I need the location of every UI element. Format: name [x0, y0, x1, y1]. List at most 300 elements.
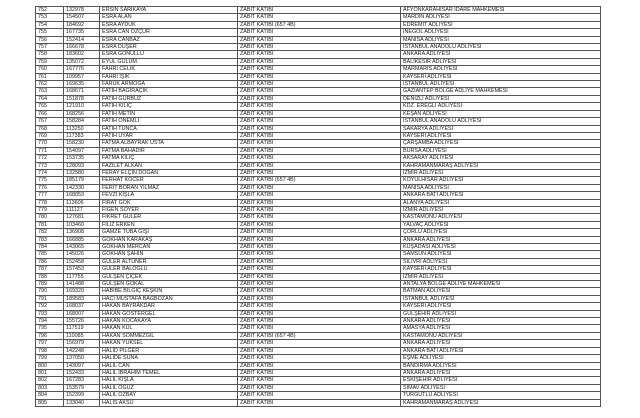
table-row [36, 132, 601, 139]
full-name-cell: FİGEN SOYER [100, 206, 238, 213]
row-number-cell: 755 [36, 29, 64, 36]
table-row [36, 51, 601, 58]
job-title-cell: ZABIT KATİBİ [238, 125, 401, 132]
full-name-cell: GÜLŞEN GÖKAL [100, 281, 238, 288]
row-number-cell: 782 [36, 229, 64, 236]
registry-number-cell: 153579 [64, 384, 100, 391]
job-title-cell: ZABIT KATİBİ [238, 377, 401, 384]
full-name-cell: HAKAN YÜKSEL [100, 340, 238, 347]
registry-number-cell: 103460 [64, 221, 100, 228]
full-name-cell: FAHRİ IŞIK [100, 73, 238, 80]
row-number-cell: 763 [36, 88, 64, 95]
table-row [36, 355, 601, 362]
row-number-cell: 779 [36, 206, 64, 213]
registry-number-cell: 152458 [64, 258, 100, 265]
row-number-cell: 805 [36, 399, 64, 406]
job-title-cell: ZABIT KATİBİ [238, 273, 401, 280]
row-number-cell: 797 [36, 340, 64, 347]
registry-number-cell: 145026 [64, 251, 100, 258]
row-number-cell: 770 [36, 140, 64, 147]
registry-number-cell: 168671 [64, 88, 100, 95]
personnel-table [35, 6, 601, 407]
workplace-cell: AFYONKARAHİSAR İDARE MAHKEMESİ [401, 7, 601, 14]
registry-number-cell: 169635 [64, 81, 100, 88]
table-row [36, 147, 601, 154]
full-name-cell: FATİH UYAR [100, 132, 238, 139]
workplace-cell: DENİZLİ ADLİYESİ [401, 95, 601, 102]
table-row [36, 266, 601, 273]
table-row [36, 36, 601, 43]
workplace-cell: KDZ. EREĞLİ ADLİYESİ [401, 103, 601, 110]
workplace-cell: AKSARAY ADLİYESİ [401, 155, 601, 162]
full-name-cell: HALİL ÖZBAY [100, 392, 238, 399]
table-row [36, 118, 601, 125]
workplace-cell: SİMAV ADLİYESİ [401, 384, 601, 391]
workplace-cell: ANKARA BATI ADLİYESİ [401, 347, 601, 354]
workplace-cell: SAMSUN ADLİYESİ [401, 251, 601, 258]
job-title-cell: ZABIT KATİBİ [238, 7, 401, 14]
row-number-cell: 776 [36, 184, 64, 191]
job-title-cell: ZABIT KATİBİ [238, 347, 401, 354]
job-title-cell: ZABIT KATİBİ [238, 392, 401, 399]
table-row [36, 303, 601, 310]
registry-number-cell: 185179 [64, 177, 100, 184]
full-name-cell: ERSİN SARIKAYA [100, 7, 238, 14]
row-number-cell: 786 [36, 258, 64, 265]
workplace-cell: KAYSERİ ADLİYESİ [401, 266, 601, 273]
workplace-cell: KAYSERİ ADLİYESİ [401, 303, 601, 310]
document-sheet [35, 6, 600, 407]
registry-number-cell: 136908 [64, 229, 100, 236]
job-title-cell: ZABIT KATİBİ [238, 229, 401, 236]
job-title-cell: ZABIT KATİBİ [238, 325, 401, 332]
table-row [36, 192, 601, 199]
full-name-cell: HAKAN KOCAKAYA [100, 318, 238, 325]
job-title-cell: ZABIT KATİBİ [238, 162, 401, 169]
row-number-cell: 785 [36, 251, 64, 258]
row-number-cell: 780 [36, 214, 64, 221]
job-title-cell: ZABIT KATİBİ [238, 66, 401, 73]
row-number-cell: 783 [36, 236, 64, 243]
full-name-cell: FERİT BORAN YILMAZ [100, 184, 238, 191]
row-number-cell: 754 [36, 21, 64, 28]
full-name-cell: FİKRET GÜLER [100, 214, 238, 221]
job-title-cell: ZABIT KATİBİ [238, 44, 401, 51]
table-row [36, 21, 601, 28]
row-number-cell: 800 [36, 362, 64, 369]
table-row [36, 184, 601, 191]
table-row [36, 399, 601, 406]
job-title-cell: ZABIT KATİBİ (657 4B) [238, 21, 401, 28]
full-name-cell: GÖKHAN KARAKAŞ [100, 236, 238, 243]
row-number-cell: 801 [36, 369, 64, 376]
row-number-cell: 778 [36, 199, 64, 206]
workplace-cell: MARMARİS ADLİYESİ [401, 66, 601, 73]
job-title-cell: ZABIT KATİBİ [238, 88, 401, 95]
workplace-cell: ANKARA ADLİYESİ [401, 318, 601, 325]
full-name-cell: FİLİZ ERKEN [100, 221, 238, 228]
workplace-cell: KASTAMONU ADLİYESİ [401, 332, 601, 339]
registry-number-cell: 169320 [64, 288, 100, 295]
registry-number-cell: 153735 [64, 155, 100, 162]
row-number-cell: 764 [36, 95, 64, 102]
row-number-cell: 798 [36, 347, 64, 354]
full-name-cell: HABİBE BİLGİÇ KEŞKİN [100, 288, 238, 295]
registry-number-cell: 141488 [64, 281, 100, 288]
table-row [36, 206, 601, 213]
full-name-cell: HALİL İBRAHİM TEMEL [100, 369, 238, 376]
full-name-cell: ESRA AYDUK [100, 21, 238, 28]
job-title-cell: ZABIT KATİBİ [238, 288, 401, 295]
table-row [36, 251, 601, 258]
full-name-cell: FEVZİ KIŞLA [100, 192, 238, 199]
registry-number-cell: 110085 [64, 332, 100, 339]
row-number-cell: 773 [36, 162, 64, 169]
registry-number-cell: 166678 [64, 44, 100, 51]
table-row [36, 103, 601, 110]
job-title-cell: ZABIT KATİBİ [238, 73, 401, 80]
table-row [36, 340, 601, 347]
full-name-cell: FATMA BAHADIR [100, 147, 238, 154]
workplace-cell: KAHRAMANMARAŞ ADLİYESİ [401, 162, 601, 169]
job-title-cell: ZABIT KATİBİ [238, 310, 401, 317]
table-row [36, 229, 601, 236]
table-row [36, 325, 601, 332]
job-title-cell: ZABIT KATİBİ [238, 192, 401, 199]
registry-number-cell: 117519 [64, 325, 100, 332]
table-row [36, 295, 601, 302]
table-row [36, 310, 601, 317]
workplace-cell: ANKARA ADLİYESİ [401, 51, 601, 58]
row-number-cell: 775 [36, 177, 64, 184]
registry-number-cell: 152399 [64, 392, 100, 399]
workplace-cell: BURSA ADLİYESİ [401, 147, 601, 154]
job-title-cell: ZABIT KATİBİ [238, 147, 401, 154]
registry-number-cell: 142248 [64, 347, 100, 354]
workplace-cell: KAHRAMANMARAŞ ADLİYESİ [401, 399, 601, 406]
registry-number-cell: 154097 [64, 147, 100, 154]
row-number-cell: 787 [36, 266, 64, 273]
workplace-cell: ALANYA ADLİYESİ [401, 199, 601, 206]
row-number-cell: 777 [36, 192, 64, 199]
row-number-cell: 757 [36, 44, 64, 51]
full-name-cell: HALİD PİLGER [100, 347, 238, 354]
full-name-cell: FAZİLET ALKAN [100, 162, 238, 169]
full-name-cell: GÖKHAN MERCAN [100, 244, 238, 251]
job-title-cell: ZABIT KATİBİ [238, 14, 401, 21]
registry-number-cell: 137050 [64, 355, 100, 362]
full-name-cell: ESRA CAN ÖZÇÜR [100, 29, 238, 36]
table-row [36, 281, 601, 288]
job-title-cell: ZABIT KATİBİ [238, 132, 401, 139]
registry-number-cell: 152433 [64, 369, 100, 376]
workplace-cell: İNEGÖL ADLİYESİ [401, 29, 601, 36]
table-row [36, 384, 601, 391]
full-name-cell: FATMA ALBAYRAK USTA [100, 140, 238, 147]
job-title-cell: ZABIT KATİBİ [238, 58, 401, 65]
job-title-cell: ZABIT KATİBİ [238, 303, 401, 310]
workplace-cell: ANKARA ADLİYESİ [401, 369, 601, 376]
row-number-cell: 803 [36, 384, 64, 391]
workplace-cell: SİLİVRİ ADLİYESİ [401, 258, 601, 265]
row-number-cell: 794 [36, 318, 64, 325]
row-number-cell: 772 [36, 155, 64, 162]
full-name-cell: HAKAN KUL [100, 325, 238, 332]
full-name-cell: FERHAT KOCER [100, 177, 238, 184]
job-title-cell: ZABIT KATİBİ [238, 266, 401, 273]
full-name-cell: ESRA GÖNÜLLÜ [100, 51, 238, 58]
job-title-cell: ZABIT KATİBİ [238, 155, 401, 162]
row-number-cell: 774 [36, 169, 64, 176]
table-row [36, 95, 601, 102]
row-number-cell: 758 [36, 51, 64, 58]
job-title-cell: ZABIT KATİBİ [238, 295, 401, 302]
row-number-cell: 796 [36, 332, 64, 339]
job-title-cell: ZABIT KATİBİ [238, 36, 401, 43]
table-row [36, 318, 601, 325]
workplace-cell: ANKARA ADLİYESİ [401, 340, 601, 347]
registry-number-cell: 167735 [64, 29, 100, 36]
registry-number-cell: 121910 [64, 103, 100, 110]
row-number-cell: 799 [36, 355, 64, 362]
workplace-cell: BALIKESİR ADLİYESİ [401, 58, 601, 65]
full-name-cell: FARUK ARMOĞA [100, 81, 238, 88]
row-number-cell: 793 [36, 310, 64, 317]
job-title-cell: ZABIT KATİBİ [238, 199, 401, 206]
registry-number-cell: 135072 [64, 58, 100, 65]
full-name-cell: HAKAN GÖSTERGEL [100, 310, 238, 317]
job-title-cell: ZABIT KATİBİ [238, 29, 401, 36]
table-row [36, 221, 601, 228]
table-row [36, 273, 601, 280]
full-name-cell: FATİH ÖNEMLİ [100, 118, 238, 125]
registry-number-cell: 128093 [64, 162, 100, 169]
row-number-cell: 791 [36, 295, 64, 302]
full-name-cell: FATİH BAĞIRAÇIK [100, 88, 238, 95]
row-number-cell: 752 [36, 7, 64, 14]
row-number-cell: 759 [36, 58, 64, 65]
full-name-cell: FAHRİ CELİK [100, 66, 238, 73]
registry-number-cell: 156979 [64, 340, 100, 347]
job-title-cell: ZABIT KATİBİ [238, 95, 401, 102]
workplace-cell: İZMİR ADLİYESİ [401, 206, 601, 213]
workplace-cell: MARDİN ADLİYESİ [401, 14, 601, 21]
registry-number-cell: 168256 [64, 110, 100, 117]
workplace-cell: ÇARŞAMBA ADLİYESİ [401, 140, 601, 147]
job-title-cell: ZABIT KATİBİ [238, 236, 401, 243]
job-title-cell: ZABIT KATİBİ [238, 118, 401, 125]
row-number-cell: 802 [36, 377, 64, 384]
table-row [36, 162, 601, 169]
row-number-cell: 756 [36, 36, 64, 43]
workplace-cell: İZMİR ADLİYESİ [401, 169, 601, 176]
row-number-cell: 804 [36, 392, 64, 399]
job-title-cell: ZABIT KATİBİ [238, 169, 401, 176]
table-row [36, 14, 601, 21]
table-row [36, 110, 601, 117]
full-name-cell: GAMZE TUBA GİŞİ [100, 229, 238, 236]
workplace-cell: KAYSERİ ADLİYESİ [401, 73, 601, 80]
table-row [36, 81, 601, 88]
table-row [36, 140, 601, 147]
table-row [36, 362, 601, 369]
full-name-cell: GÜLŞEN ÇİÇEK [100, 273, 238, 280]
table-row [36, 88, 601, 95]
registry-number-cell: 189583 [64, 295, 100, 302]
job-title-cell: ZABIT KATİBİ [238, 384, 401, 391]
registry-number-cell: 143097 [64, 362, 100, 369]
workplace-cell: ESKİŞEHİR ADLİYESİ [401, 377, 601, 384]
registry-number-cell: 152414 [64, 36, 100, 43]
row-number-cell: 761 [36, 73, 64, 80]
table-row [36, 392, 601, 399]
table-row [36, 244, 601, 251]
full-name-cell: ESRA DÜŞER [100, 44, 238, 51]
row-number-cell: 771 [36, 147, 64, 154]
registry-number-cell: 109957 [64, 73, 100, 80]
full-name-cell: HALİL CAN [100, 362, 238, 369]
registry-number-cell: 167776 [64, 66, 100, 73]
job-title-cell: ZABIT KATİBİ [238, 318, 401, 325]
full-name-cell: FATMA KILIÇ [100, 155, 238, 162]
registry-number-cell: 157453 [64, 266, 100, 273]
workplace-cell: KAYSERİ ADLİYESİ [401, 132, 601, 139]
registry-number-cell: 167283 [64, 377, 100, 384]
registry-number-cell: 142330 [64, 184, 100, 191]
registry-number-cell: 183602 [64, 51, 100, 58]
table-row [36, 58, 601, 65]
registry-number-cell: 166885 [64, 236, 100, 243]
table-row [36, 377, 601, 384]
table-row [36, 169, 601, 176]
full-name-cell: FERAY ELÇİN DOĞAN [100, 169, 238, 176]
job-title-cell: ZABIT KATİBİ [238, 355, 401, 362]
workplace-cell: MANİSA ADLİYESİ [401, 36, 601, 43]
row-number-cell: 788 [36, 273, 64, 280]
job-title-cell: ZABIT KATİBİ (657 4B) [238, 177, 401, 184]
registry-number-cell: 127681 [64, 214, 100, 221]
table-row [36, 288, 601, 295]
full-name-cell: ESRA CANBAZ [100, 36, 238, 43]
registry-number-cell: 151878 [64, 95, 100, 102]
registry-number-cell: 132580 [64, 169, 100, 176]
workplace-cell: İSTANBUL ADLİYESİ [401, 295, 601, 302]
job-title-cell: ZABIT KATİBİ [238, 214, 401, 221]
full-name-cell: GÜLER BALOĞLU [100, 266, 238, 273]
registry-number-cell: 158230 [64, 140, 100, 147]
row-number-cell: 789 [36, 281, 64, 288]
job-title-cell: ZABIT KATİBİ [238, 103, 401, 110]
row-number-cell: 760 [36, 66, 64, 73]
job-title-cell: ZABIT KATİBİ [238, 110, 401, 117]
job-title-cell: ZABIT KATİBİ [238, 399, 401, 406]
table-row [36, 369, 601, 376]
full-name-cell: FATİH GÜRBÜZ [100, 95, 238, 102]
job-title-cell: ZABIT KATİBİ (657 4B) [238, 332, 401, 339]
row-number-cell: 792 [36, 303, 64, 310]
workplace-cell: ANKARA ADLİYESİ [401, 236, 601, 243]
full-name-cell: HALİL KIŞLA [100, 377, 238, 384]
row-number-cell: 781 [36, 221, 64, 228]
job-title-cell: ZABIT KATİBİ [238, 81, 401, 88]
table-row [36, 7, 601, 14]
full-name-cell: FIRAT GÖK [100, 199, 238, 206]
workplace-cell: BATMAN ADLİYESİ [401, 288, 601, 295]
job-title-cell: ZABIT KATİBİ [238, 140, 401, 147]
full-name-cell: FATİH TUNCA [100, 125, 238, 132]
workplace-cell: SAKARYA ADLİYESİ [401, 125, 601, 132]
table-row [36, 177, 601, 184]
full-name-cell: HACI MUSTAFA BAGBOZAN [100, 295, 238, 302]
table-row [36, 73, 601, 80]
workplace-cell: GAZİANTEP BÖLGE ADLİYE MAHKEMESİ [401, 88, 601, 95]
registry-number-cell: 117755 [64, 273, 100, 280]
workplace-cell: ANTALYA BÖLGE ADLİYE MAHKEMESİ [401, 281, 601, 288]
job-title-cell: ZABIT KATİBİ [238, 369, 401, 376]
job-title-cell: ZABIT KATİBİ [238, 258, 401, 265]
registry-number-cell: 168007 [64, 310, 100, 317]
registry-number-cell: 111127 [64, 206, 100, 213]
row-number-cell: 753 [36, 14, 64, 21]
table-row [36, 332, 601, 339]
row-number-cell: 766 [36, 110, 64, 117]
full-name-cell: HALİDE SUNA [100, 355, 238, 362]
job-title-cell: ZABIT KATİBİ [238, 340, 401, 347]
full-name-cell: FATİH KILIÇ [100, 103, 238, 110]
full-name-cell: HAKAN BAYRAKDAR [100, 303, 238, 310]
workplace-cell: ANKARA BATI ADLİYESİ [401, 192, 601, 199]
row-number-cell: 762 [36, 81, 64, 88]
job-title-cell: ZABIT KATİBİ [238, 281, 401, 288]
table-row [36, 199, 601, 206]
table-row [36, 29, 601, 36]
workplace-cell: MANİSA ADLİYESİ [401, 184, 601, 191]
workplace-cell: TURGUTLU ADLİYESİ [401, 392, 601, 399]
registry-number-cell: 154507 [64, 14, 100, 21]
row-number-cell: 795 [36, 325, 64, 332]
table-row [36, 155, 601, 162]
workplace-cell: EŞME ADLİYESİ [401, 355, 601, 362]
workplace-cell: KUŞADASI ADLİYESİ [401, 244, 601, 251]
table-row [36, 125, 601, 132]
job-title-cell: ZABIT KATİBİ [238, 362, 401, 369]
registry-number-cell: 168037 [64, 303, 100, 310]
full-name-cell: HALİS AKSU [100, 399, 238, 406]
job-title-cell: ZABIT KATİBİ [238, 206, 401, 213]
full-name-cell: EYÜL GÜLÜM [100, 58, 238, 65]
job-title-cell: ZABIT KATİBİ [238, 221, 401, 228]
table-row [36, 214, 601, 221]
table-row [36, 236, 601, 243]
workplace-cell: İSTANBUL ANADOLU ADLİYESİ [401, 44, 601, 51]
workplace-cell: BANDIRMA ADLİYESİ [401, 362, 601, 369]
workplace-cell: ÇORLU ADLİYESİ [401, 229, 601, 236]
registry-number-cell: 158284 [64, 118, 100, 125]
registry-number-cell: 133040 [64, 399, 100, 406]
table-row [36, 44, 601, 51]
row-number-cell: 767 [36, 118, 64, 125]
row-number-cell: 768 [36, 125, 64, 132]
registry-number-cell: 184692 [64, 21, 100, 28]
registry-number-cell: 168053 [64, 192, 100, 199]
table-body [36, 7, 601, 407]
workplace-cell: KEŞAN ADLİYESİ [401, 110, 601, 117]
row-number-cell: 769 [36, 132, 64, 139]
row-number-cell: 784 [36, 244, 64, 251]
registry-number-cell: 155726 [64, 318, 100, 325]
registry-number-cell: 113606 [64, 199, 100, 206]
job-title-cell: ZABIT KATİBİ [238, 244, 401, 251]
